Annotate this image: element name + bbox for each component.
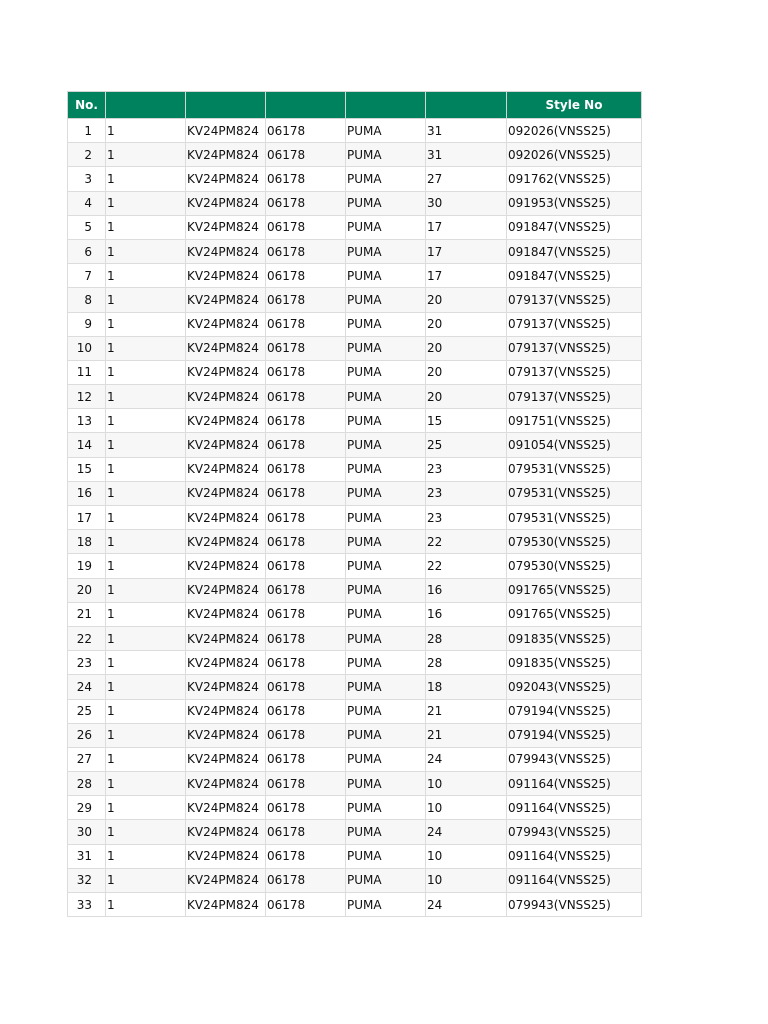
table-row [68, 506, 642, 530]
table-row [68, 239, 642, 263]
table-row [68, 893, 642, 917]
cell-style-no: 079531(VNSS25) [507, 481, 642, 505]
cell-qty: 1 [106, 747, 186, 771]
cell-brand: PUMA [346, 264, 426, 288]
cell-style-no: 079943(VNSS25) [507, 820, 642, 844]
cell-no: 22 [68, 626, 106, 650]
column-header-no: No. [68, 92, 106, 119]
cell-no: 30 [68, 820, 106, 844]
cell-brand: PUMA [346, 167, 426, 191]
cell-no: 10 [68, 336, 106, 360]
cell-po-number: KV24PM824 [186, 796, 266, 820]
table-row [68, 554, 642, 578]
cell-code: 06178 [266, 554, 346, 578]
cell-no: 24 [68, 675, 106, 699]
cell-no: 29 [68, 796, 106, 820]
column-header-brand [346, 92, 426, 119]
cell-brand: PUMA [346, 578, 426, 602]
cell-style-no: 091164(VNSS25) [507, 868, 642, 892]
table-row [68, 143, 642, 167]
cell-style-no: 079137(VNSS25) [507, 312, 642, 336]
cell-code: 06178 [266, 530, 346, 554]
cell-no: 26 [68, 723, 106, 747]
cell-brand: PUMA [346, 699, 426, 723]
cell-no: 14 [68, 433, 106, 457]
table-row [68, 796, 642, 820]
cell-brand: PUMA [346, 868, 426, 892]
cell-po-number: KV24PM824 [186, 651, 266, 675]
table-row [68, 385, 642, 409]
cell-qty: 1 [106, 457, 186, 481]
cell-no: 31 [68, 844, 106, 868]
cell-qty: 1 [106, 239, 186, 263]
cell-qty: 1 [106, 796, 186, 820]
cell-brand: PUMA [346, 457, 426, 481]
cell-size: 10 [426, 796, 507, 820]
cell-size: 22 [426, 530, 507, 554]
cell-no: 7 [68, 264, 106, 288]
cell-no: 16 [68, 481, 106, 505]
cell-code: 06178 [266, 626, 346, 650]
cell-style-no: 079137(VNSS25) [507, 336, 642, 360]
cell-size: 22 [426, 554, 507, 578]
cell-code: 06178 [266, 578, 346, 602]
cell-code: 06178 [266, 893, 346, 917]
cell-style-no: 079530(VNSS25) [507, 554, 642, 578]
cell-brand: PUMA [346, 191, 426, 215]
table-row [68, 167, 642, 191]
cell-po-number: KV24PM824 [186, 481, 266, 505]
cell-brand: PUMA [346, 626, 426, 650]
cell-brand: PUMA [346, 602, 426, 626]
cell-po-number: KV24PM824 [186, 143, 266, 167]
column-header-size [426, 92, 507, 119]
cell-brand: PUMA [346, 312, 426, 336]
cell-code: 06178 [266, 772, 346, 796]
cell-no: 25 [68, 699, 106, 723]
table-row [68, 844, 642, 868]
cell-qty: 1 [106, 264, 186, 288]
table-row [68, 264, 642, 288]
cell-brand: PUMA [346, 143, 426, 167]
cell-size: 20 [426, 385, 507, 409]
cell-style-no: 091762(VNSS25) [507, 167, 642, 191]
cell-style-no: 079137(VNSS25) [507, 360, 642, 384]
cell-qty: 1 [106, 723, 186, 747]
cell-code: 06178 [266, 651, 346, 675]
table-row [68, 820, 642, 844]
cell-no: 33 [68, 893, 106, 917]
table-row [68, 530, 642, 554]
cell-no: 19 [68, 554, 106, 578]
cell-qty: 1 [106, 868, 186, 892]
cell-po-number: KV24PM824 [186, 772, 266, 796]
cell-style-no: 091765(VNSS25) [507, 602, 642, 626]
cell-po-number: KV24PM824 [186, 119, 266, 143]
cell-brand: PUMA [346, 288, 426, 312]
table-body [68, 119, 642, 917]
cell-size: 24 [426, 893, 507, 917]
table-row [68, 457, 642, 481]
cell-po-number: KV24PM824 [186, 699, 266, 723]
cell-qty: 1 [106, 191, 186, 215]
cell-code: 06178 [266, 747, 346, 771]
cell-brand: PUMA [346, 723, 426, 747]
cell-size: 23 [426, 481, 507, 505]
cell-style-no: 091847(VNSS25) [507, 215, 642, 239]
cell-code: 06178 [266, 385, 346, 409]
cell-po-number: KV24PM824 [186, 602, 266, 626]
cell-code: 06178 [266, 796, 346, 820]
cell-qty: 1 [106, 626, 186, 650]
cell-no: 13 [68, 409, 106, 433]
column-header-code [266, 92, 346, 119]
cell-size: 17 [426, 215, 507, 239]
cell-po-number: KV24PM824 [186, 893, 266, 917]
cell-po-number: KV24PM824 [186, 409, 266, 433]
cell-brand: PUMA [346, 651, 426, 675]
cell-code: 06178 [266, 820, 346, 844]
cell-code: 06178 [266, 675, 346, 699]
cell-code: 06178 [266, 215, 346, 239]
cell-po-number: KV24PM824 [186, 457, 266, 481]
cell-qty: 1 [106, 820, 186, 844]
data-table [67, 91, 642, 917]
cell-code: 06178 [266, 288, 346, 312]
cell-style-no: 079137(VNSS25) [507, 385, 642, 409]
cell-qty: 1 [106, 360, 186, 384]
cell-qty: 1 [106, 288, 186, 312]
cell-po-number: KV24PM824 [186, 554, 266, 578]
cell-style-no: 079531(VNSS25) [507, 506, 642, 530]
cell-no: 15 [68, 457, 106, 481]
cell-brand: PUMA [346, 675, 426, 699]
cell-style-no: 092043(VNSS25) [507, 675, 642, 699]
column-header-qty [106, 92, 186, 119]
cell-no: 9 [68, 312, 106, 336]
cell-brand: PUMA [346, 215, 426, 239]
cell-style-no: 079943(VNSS25) [507, 747, 642, 771]
column-header-style-no: Style No [507, 92, 642, 119]
cell-size: 16 [426, 602, 507, 626]
cell-size: 10 [426, 868, 507, 892]
cell-po-number: KV24PM824 [186, 336, 266, 360]
cell-qty: 1 [106, 893, 186, 917]
cell-style-no: 079137(VNSS25) [507, 288, 642, 312]
cell-size: 21 [426, 699, 507, 723]
table-row [68, 747, 642, 771]
table-row [68, 312, 642, 336]
cell-po-number: KV24PM824 [186, 530, 266, 554]
cell-code: 06178 [266, 457, 346, 481]
cell-code: 06178 [266, 119, 346, 143]
cell-code: 06178 [266, 868, 346, 892]
cell-style-no: 079194(VNSS25) [507, 699, 642, 723]
cell-qty: 1 [106, 119, 186, 143]
cell-brand: PUMA [346, 820, 426, 844]
table-row [68, 578, 642, 602]
cell-qty: 1 [106, 699, 186, 723]
cell-brand: PUMA [346, 385, 426, 409]
table-row [68, 651, 642, 675]
cell-brand: PUMA [346, 796, 426, 820]
cell-brand: PUMA [346, 239, 426, 263]
cell-po-number: KV24PM824 [186, 288, 266, 312]
cell-no: 11 [68, 360, 106, 384]
cell-code: 06178 [266, 239, 346, 263]
cell-brand: PUMA [346, 409, 426, 433]
cell-style-no: 091953(VNSS25) [507, 191, 642, 215]
cell-no: 5 [68, 215, 106, 239]
cell-po-number: KV24PM824 [186, 239, 266, 263]
cell-code: 06178 [266, 699, 346, 723]
cell-po-number: KV24PM824 [186, 385, 266, 409]
table-header [68, 92, 642, 119]
table-row [68, 481, 642, 505]
cell-style-no: 091751(VNSS25) [507, 409, 642, 433]
cell-code: 06178 [266, 167, 346, 191]
cell-size: 18 [426, 675, 507, 699]
cell-no: 2 [68, 143, 106, 167]
cell-style-no: 091054(VNSS25) [507, 433, 642, 457]
cell-style-no: 079943(VNSS25) [507, 893, 642, 917]
cell-po-number: KV24PM824 [186, 191, 266, 215]
cell-qty: 1 [106, 312, 186, 336]
cell-size: 17 [426, 239, 507, 263]
cell-no: 27 [68, 747, 106, 771]
cell-brand: PUMA [346, 433, 426, 457]
cell-po-number: KV24PM824 [186, 167, 266, 191]
table-row [68, 626, 642, 650]
cell-code: 06178 [266, 264, 346, 288]
cell-size: 21 [426, 723, 507, 747]
cell-size: 31 [426, 143, 507, 167]
cell-code: 06178 [266, 506, 346, 530]
cell-size: 23 [426, 506, 507, 530]
cell-qty: 1 [106, 554, 186, 578]
cell-style-no: 091164(VNSS25) [507, 796, 642, 820]
table-row [68, 699, 642, 723]
cell-qty: 1 [106, 433, 186, 457]
cell-no: 21 [68, 602, 106, 626]
cell-po-number: KV24PM824 [186, 433, 266, 457]
cell-style-no: 079531(VNSS25) [507, 457, 642, 481]
cell-po-number: KV24PM824 [186, 578, 266, 602]
cell-qty: 1 [106, 602, 186, 626]
table-row [68, 336, 642, 360]
table-row [68, 215, 642, 239]
cell-no: 6 [68, 239, 106, 263]
cell-qty: 1 [106, 506, 186, 530]
cell-po-number: KV24PM824 [186, 312, 266, 336]
cell-code: 06178 [266, 191, 346, 215]
cell-no: 3 [68, 167, 106, 191]
cell-style-no: 092026(VNSS25) [507, 143, 642, 167]
cell-size: 24 [426, 747, 507, 771]
cell-no: 18 [68, 530, 106, 554]
cell-no: 32 [68, 868, 106, 892]
cell-style-no: 091835(VNSS25) [507, 651, 642, 675]
cell-po-number: KV24PM824 [186, 723, 266, 747]
cell-no: 20 [68, 578, 106, 602]
table-row [68, 602, 642, 626]
cell-code: 06178 [266, 360, 346, 384]
header-row [68, 92, 642, 119]
cell-size: 24 [426, 820, 507, 844]
cell-code: 06178 [266, 602, 346, 626]
cell-po-number: KV24PM824 [186, 868, 266, 892]
table-row [68, 772, 642, 796]
cell-style-no: 092026(VNSS25) [507, 119, 642, 143]
cell-style-no: 091765(VNSS25) [507, 578, 642, 602]
cell-qty: 1 [106, 578, 186, 602]
cell-brand: PUMA [346, 844, 426, 868]
cell-brand: PUMA [346, 893, 426, 917]
cell-code: 06178 [266, 143, 346, 167]
cell-qty: 1 [106, 143, 186, 167]
cell-style-no: 091835(VNSS25) [507, 626, 642, 650]
cell-qty: 1 [106, 481, 186, 505]
cell-no: 12 [68, 385, 106, 409]
cell-size: 15 [426, 409, 507, 433]
cell-style-no: 079530(VNSS25) [507, 530, 642, 554]
cell-code: 06178 [266, 312, 346, 336]
cell-qty: 1 [106, 772, 186, 796]
cell-style-no: 079194(VNSS25) [507, 723, 642, 747]
cell-brand: PUMA [346, 530, 426, 554]
table-row [68, 191, 642, 215]
cell-style-no: 091164(VNSS25) [507, 844, 642, 868]
cell-size: 25 [426, 433, 507, 457]
cell-qty: 1 [106, 844, 186, 868]
cell-size: 27 [426, 167, 507, 191]
column-header-po-number [186, 92, 266, 119]
cell-size: 28 [426, 626, 507, 650]
cell-po-number: KV24PM824 [186, 506, 266, 530]
cell-po-number: KV24PM824 [186, 675, 266, 699]
cell-brand: PUMA [346, 336, 426, 360]
cell-po-number: KV24PM824 [186, 820, 266, 844]
cell-po-number: KV24PM824 [186, 844, 266, 868]
cell-size: 31 [426, 119, 507, 143]
cell-code: 06178 [266, 336, 346, 360]
cell-size: 28 [426, 651, 507, 675]
cell-no: 1 [68, 119, 106, 143]
cell-size: 20 [426, 360, 507, 384]
cell-po-number: KV24PM824 [186, 360, 266, 384]
cell-style-no: 091164(VNSS25) [507, 772, 642, 796]
cell-code: 06178 [266, 409, 346, 433]
table-row [68, 360, 642, 384]
cell-size: 10 [426, 772, 507, 796]
cell-no: 4 [68, 191, 106, 215]
cell-brand: PUMA [346, 772, 426, 796]
cell-size: 23 [426, 457, 507, 481]
cell-po-number: KV24PM824 [186, 215, 266, 239]
table-row [68, 723, 642, 747]
cell-code: 06178 [266, 433, 346, 457]
cell-po-number: KV24PM824 [186, 747, 266, 771]
cell-brand: PUMA [346, 481, 426, 505]
cell-brand: PUMA [346, 747, 426, 771]
cell-brand: PUMA [346, 360, 426, 384]
cell-size: 20 [426, 336, 507, 360]
table-row [68, 433, 642, 457]
cell-qty: 1 [106, 651, 186, 675]
cell-size: 20 [426, 288, 507, 312]
table-row [68, 288, 642, 312]
cell-qty: 1 [106, 530, 186, 554]
cell-qty: 1 [106, 167, 186, 191]
cell-style-no: 091847(VNSS25) [507, 239, 642, 263]
cell-size: 17 [426, 264, 507, 288]
cell-brand: PUMA [346, 506, 426, 530]
cell-qty: 1 [106, 409, 186, 433]
cell-no: 23 [68, 651, 106, 675]
cell-size: 30 [426, 191, 507, 215]
cell-style-no: 091847(VNSS25) [507, 264, 642, 288]
table-row [68, 675, 642, 699]
cell-qty: 1 [106, 336, 186, 360]
table-row [68, 409, 642, 433]
cell-size: 16 [426, 578, 507, 602]
cell-code: 06178 [266, 481, 346, 505]
cell-code: 06178 [266, 723, 346, 747]
cell-size: 10 [426, 844, 507, 868]
cell-no: 8 [68, 288, 106, 312]
cell-brand: PUMA [346, 119, 426, 143]
cell-size: 20 [426, 312, 507, 336]
cell-brand: PUMA [346, 554, 426, 578]
cell-qty: 1 [106, 215, 186, 239]
table-row [68, 119, 642, 143]
cell-no: 28 [68, 772, 106, 796]
cell-po-number: KV24PM824 [186, 264, 266, 288]
cell-po-number: KV24PM824 [186, 626, 266, 650]
table-row [68, 868, 642, 892]
cell-qty: 1 [106, 385, 186, 409]
cell-code: 06178 [266, 844, 346, 868]
cell-qty: 1 [106, 675, 186, 699]
cell-no: 17 [68, 506, 106, 530]
